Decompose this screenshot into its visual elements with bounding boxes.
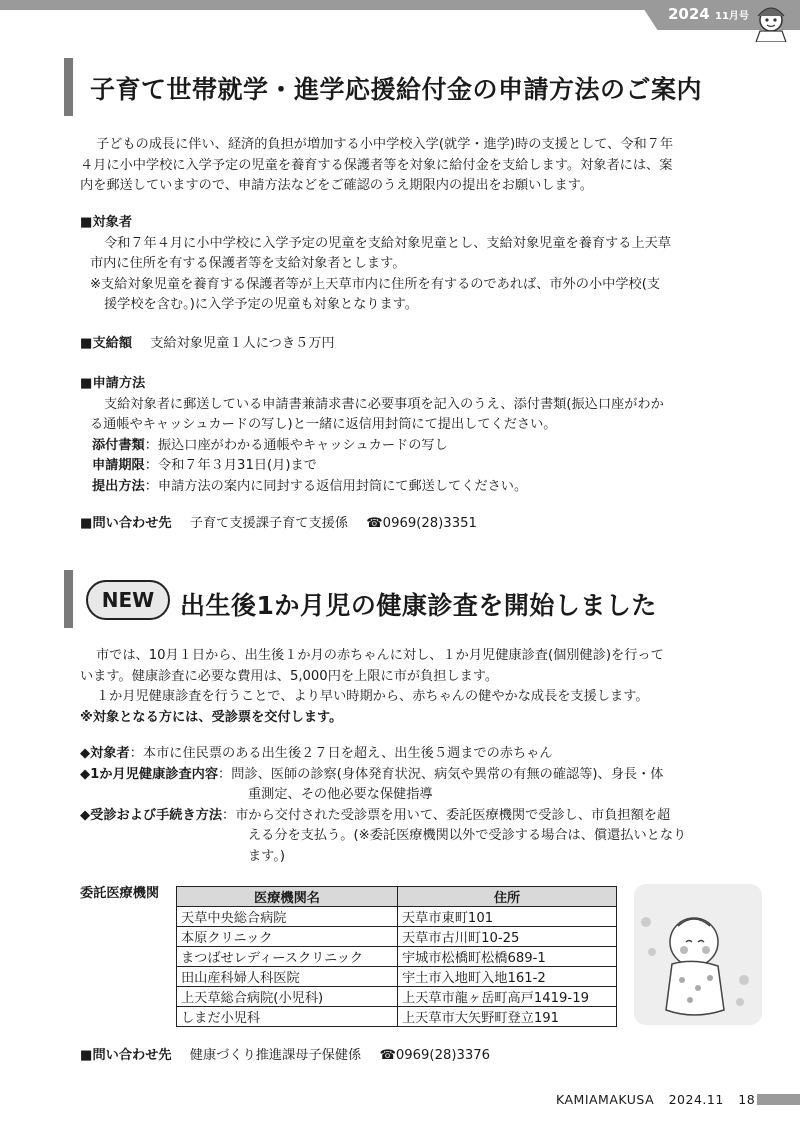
amount-heading: ■支給額 [80,336,133,351]
section1-title-bar [64,58,73,116]
notice-line: ※対象となる方には、受診票を交付します。 [80,709,343,725]
intro2-line: １か月児健康診査を行うことで、より早い時期から、赤ちゃんの健やかな成長を支援します。 [96,689,649,704]
clinic-address: 宇城市松橋町松橋689-1 [398,947,617,967]
contact1-section [80,514,477,535]
contact1-text: 子育て支援課子育て支援係 [189,516,349,531]
detail-content-text: ：問診、医師の診察(身体発育状況、病気や異常の有無の確認等)、身長・体 [218,766,664,782]
target-line: 令和７年４月に小中学校に入学予定の児童を支給対象児童とし、支給対象児童を養育する上天草 [104,235,672,251]
detail-content [80,765,686,786]
table-row [177,907,617,927]
amount-section [80,334,335,355]
section2-title: 出生後1か月児の健康診査を開始しました [180,591,657,620]
issue-year: 2024 [668,5,710,23]
detail-procedure-label: ◆受診および手続き方法 [80,807,223,823]
intro-line: 子どもの成長に伴い、経済的負担が増加する小中学校入学(就学・進学)時の支援として、令和７年 [96,137,674,152]
table-row [177,1007,617,1027]
apply-section [80,374,664,497]
intro2-line: 市では、10月１日から、出生後１か月の赤ちゃんに対し、１か月児健康診査(個別健診)を行って [96,648,664,663]
details-section [80,744,686,867]
target-line: 市内に住所を有する保護者等を支給対象者とします。 [90,256,406,271]
detail-content-cont: 重測定、その他必要な保健指導 [248,787,433,802]
footer-bar [757,1094,800,1105]
detail-procedure-cont: える分を支払う。(※委託医療機関以外で受診する場合は、償還払いとなり [248,828,687,843]
new-badge [86,580,170,620]
col-header-name: 医療機関名 [177,887,398,907]
clinic-name: しまだ小児科 [177,1007,398,1027]
clinic-name: 本原クリニック [177,927,398,947]
footer-issue: 2024.11 [668,1092,724,1107]
clinic-address: 天草市東町101 [398,907,617,927]
table-row [177,927,617,947]
page-footer [556,1092,755,1107]
intro2-line: います。健康診査に必要な費用は、5,000円を上限に市が負担します。 [80,668,499,684]
table-row [177,967,617,987]
detail-target [80,744,686,765]
target-heading: ■対象者 [80,215,133,230]
amount-text: 支給対象児童１人につき５万円 [150,336,335,351]
detail-target-text: ：本市に住民票のある出生後２７日を超え、出生後５週までの赤ちゃん [129,746,553,761]
apply-heading: ■申請方法 [80,376,146,391]
new-badge-label: NEW [101,588,155,612]
header-band [0,0,650,10]
section1-intro [80,135,673,197]
table-header-row [177,887,617,907]
submit-row [80,477,664,498]
footer-magazine: KAMIAMAKUSA [556,1092,655,1107]
issue-month: 11月号 [714,11,749,22]
deadline-text: ：令和７年３月31日(月)まで [144,458,317,473]
clinic-name: 天草中央総合病院 [177,907,398,927]
target-note: 援学校を含む。)に入学予定の児童も対象となります。 [104,297,418,312]
table-row [177,987,617,1007]
intro-line: ４月に小中学校に入学予定の児童を養育する保護者等を対象に給付金を支給します。対象者には、案 [80,157,673,173]
target-section [80,213,671,316]
section2-title-bar [64,570,73,628]
target-note: ※支給対象児童を養育する保護者等が上天草市内に住所を有するのであれば、市外の小中学校(支 [90,276,661,292]
clinic-address: 上天草市大矢野町登立191 [398,1007,617,1027]
clinic-name: 田山産科婦人科医院 [177,967,398,987]
apply-line: 支給対象者に郵送している申請書兼請求書に必要事項を記入のうえ、添付書類(振込口座がわか [104,396,664,412]
table-row [177,947,617,967]
intro-line: 内を郵送していますので、申請方法などをご確認のうえ期限内の提出をお願いします。 [80,178,593,193]
clinic-address: 宇土市入地町入地161-2 [398,967,617,987]
submit-text: ：申請方法の案内に同封する返信用封筒にて郵送してください。 [144,478,528,494]
detail-procedure-text: ：市から交付された受診票を用いて、委託医療機関で受診し、市負担額を超 [222,807,671,823]
clinic-name: 上天草総合病院(小児科) [177,987,398,1007]
footer-page-number: 18 [738,1092,756,1107]
clinic-table-label: 委託医療機関 [80,886,160,901]
apply-line: る通帳やキャッシュカードの写し)と一緒に返信用封筒にて提出してください。 [90,417,557,432]
deadline-label: 申請期限 [92,458,145,473]
detail-content-label: ◆1か月児健康診査内容 [80,766,219,782]
contact1-phone: ☎0969(28)3351 [366,516,477,531]
detail-procedure-cont: ます。) [248,848,286,864]
submit-label: 提出方法 [92,478,145,494]
contact2-section [80,1046,490,1067]
contact2-phone: ☎0969(28)3376 [379,1048,491,1063]
mascot-icon [748,2,794,42]
page-header [0,0,800,30]
clinic-name: まつばせレディースクリニック [177,947,398,967]
clinic-address: 天草市古川町10-25 [398,927,617,947]
issue-label [668,5,749,23]
baby-illustration-icon [632,882,764,1027]
clinic-table [176,886,617,1027]
section2-intro [80,646,664,728]
contact1-heading: ■問い合わせ先 [80,516,172,531]
col-header-address: 住所 [398,887,617,907]
contact2-heading: ■問い合わせ先 [80,1048,172,1063]
section1-title: 子育て世帯就学・進学応援給付金の申請方法のご案内 [90,75,703,104]
detail-procedure [80,806,686,827]
contact2-text: 健康づくり推進課母子保健係 [189,1048,362,1063]
attach-label: 添付書類 [92,437,145,453]
attach-row [80,436,664,457]
attach-text: ：振込口座がわかる通帳やキャッシュカードの写し [144,437,448,453]
detail-target-label: ◆対象者 [80,746,130,761]
deadline-row [80,456,664,477]
clinic-address: 上天草市龍ヶ岳町高戸1419-19 [398,987,617,1007]
